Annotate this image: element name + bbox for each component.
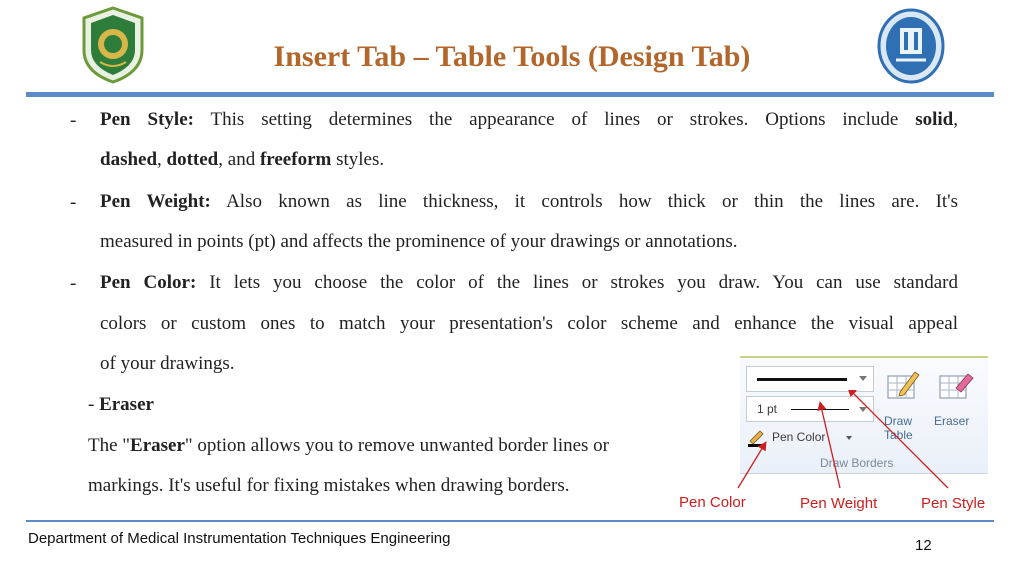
pen-weight-value: 1 pt bbox=[757, 402, 778, 416]
pen-weight-line-1: Pen Weight: Also known as line thickness, it controls how thick or thin the lines are. It's bbox=[100, 191, 958, 212]
eraser-line-1: The "Eraser" option allows you to remove unwanted border lines or bbox=[88, 435, 610, 456]
pen-color-line-2: colors or custom ones to match your presentation's color scheme and enhance the visual appeal bbox=[100, 313, 958, 334]
callout-pen-style: Pen Style bbox=[921, 495, 986, 512]
callout-arrows bbox=[700, 390, 1000, 500]
pen-style-line-1: Pen Style: This setting determines the appearance of lines or strokes. Options include solid, bbox=[100, 109, 958, 130]
callout-pen-color: Pen Color bbox=[679, 494, 746, 511]
draw-borders-group-label: Draw Borders bbox=[820, 456, 894, 470]
bullet-marker: - bbox=[70, 192, 77, 213]
pen-color-label: Pen Color: bbox=[100, 272, 197, 293]
pen-weight-label: Pen Weight: bbox=[100, 191, 211, 212]
bullet-marker: - bbox=[70, 273, 77, 294]
title-divider bbox=[26, 92, 994, 97]
eraser-label: Eraser bbox=[934, 414, 970, 428]
footer-divider bbox=[26, 520, 994, 522]
bullet-marker: - bbox=[70, 110, 77, 131]
page-title: Insert Tab – Table Tools (Design Tab) bbox=[273, 40, 751, 73]
pen-style-arrow bbox=[848, 390, 948, 488]
pen-color-line-3: of your drawings. bbox=[100, 353, 235, 374]
pen-style-dropdown[interactable] bbox=[746, 366, 874, 392]
dropdown-arrow-icon bbox=[859, 376, 867, 381]
eraser-line-2: markings. It's useful for fixing mistakes when drawing borders. bbox=[88, 475, 570, 496]
pen-style-preview-line bbox=[757, 378, 847, 381]
eraser-heading: - Eraser bbox=[88, 394, 154, 415]
pen-weight-arrow bbox=[820, 402, 840, 488]
callout-pen-weight: Pen Weight bbox=[800, 495, 878, 512]
pen-color-label: Pen Color bbox=[772, 430, 826, 444]
draw-table-label-line2: Table bbox=[884, 428, 913, 442]
pen-color-arrow bbox=[738, 442, 766, 488]
pen-weight-line-2: measured in points (pt) and affects the prominence of your drawings or annotations. bbox=[100, 231, 738, 252]
footer-department: Department of Medical Instrumentation Techniques Engineering bbox=[28, 530, 451, 547]
pen-color-line-1: Pen Color: It lets you choose the color of the lines or strokes you draw. You can use standard bbox=[100, 272, 958, 293]
pen-style-label: Pen Style: bbox=[100, 109, 194, 130]
page-number: 12 bbox=[915, 537, 932, 554]
draw-table-label-line1: Draw bbox=[884, 414, 913, 428]
pen-style-line-2: dashed, dotted, and freeform styles. bbox=[100, 149, 385, 170]
